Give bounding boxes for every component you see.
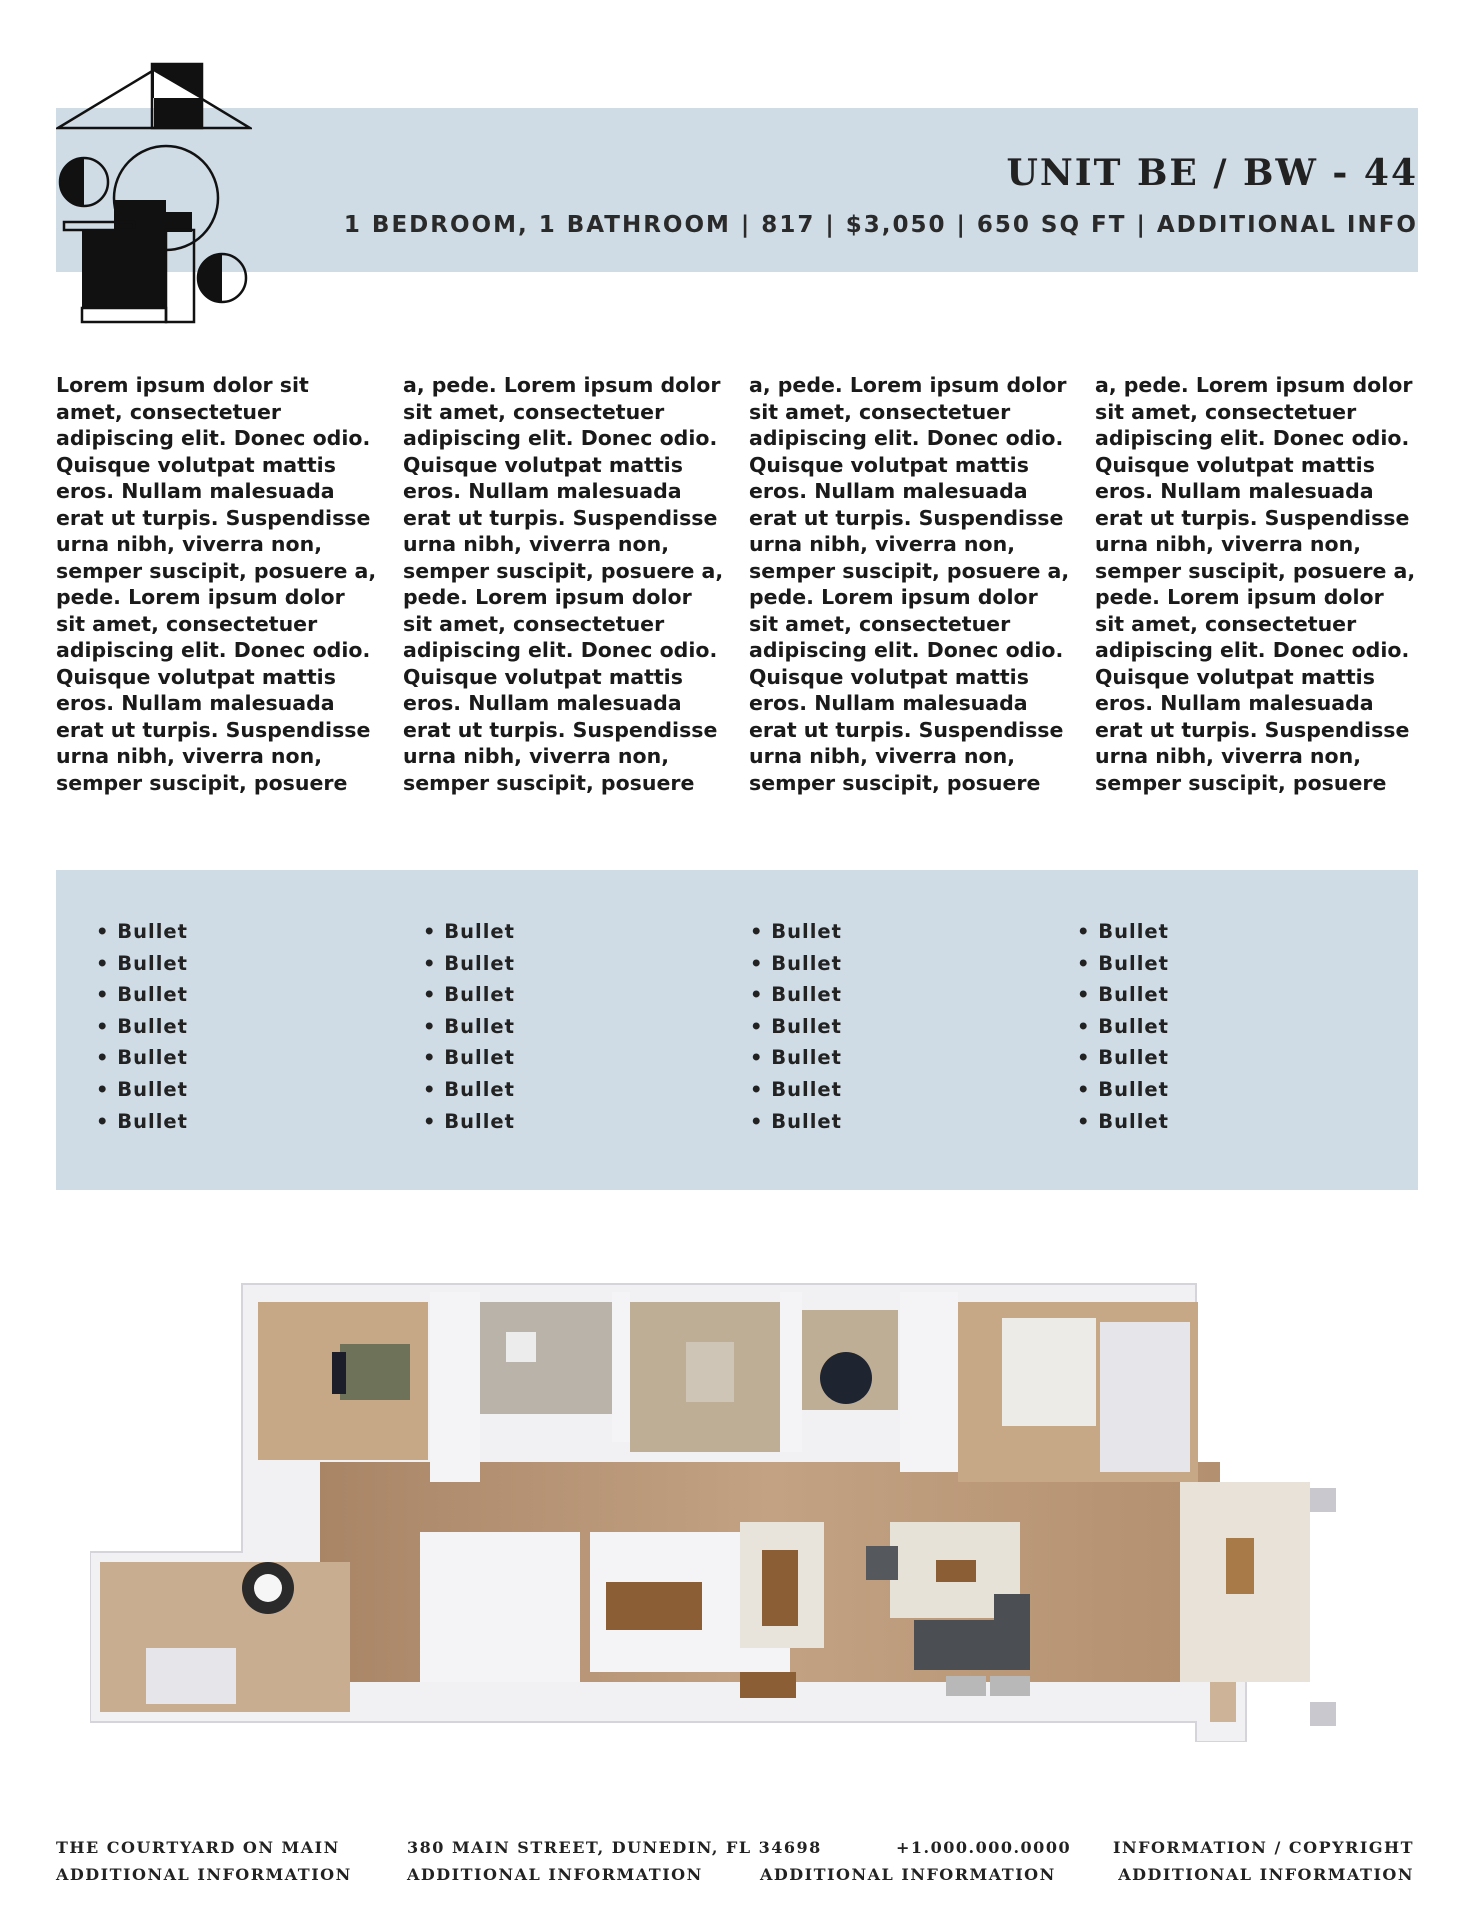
list-item: • Bullet (423, 1106, 515, 1138)
list-item: • Bullet (1077, 1106, 1169, 1138)
list-item: • Bullet (423, 948, 515, 980)
footer-property-name: THE COURTYARD ON MAIN (56, 1838, 340, 1857)
list-item: • Bullet (96, 1011, 188, 1043)
list-item: • Bullet (423, 1074, 515, 1106)
list-item: • Bullet (423, 1011, 515, 1043)
list-item: • Bullet (96, 1074, 188, 1106)
list-item: • Bullet (96, 916, 188, 948)
list-item: • Bullet (423, 916, 515, 948)
list-item: • Bullet (96, 948, 188, 980)
footer-additional-info: ADDITIONAL INFORMATION (407, 1865, 703, 1884)
bullet-list-1 (96, 916, 188, 1137)
body-column-3: a, pede. Lorem ipsum dolor sit amet, consectetuer adipiscing elit. Donec odio. Quisque volutpat mattis eros. Nullam malesuada erat ut turpis. Suspendisse urna nibh, viverra non, semper suscipit, posuere a, pede. Lorem ipsum dolor sit amet, consectetuer adipiscing elit. Donec odio. Quisque volutpat mattis eros. Nullam malesuada erat ut turpis. Suspendisse urna nibh, viverra non, semper suscipit, posuere (749, 373, 1070, 795)
unit-summary: 1 BEDROOM, 1 BATHROOM | 817 | $3,050 | 650 SQ FT | ADDITIONAL INFO (343, 212, 1418, 238)
list-item: • Bullet (1077, 1074, 1169, 1106)
list-item: • Bullet (96, 979, 188, 1011)
bullet-list-2 (423, 916, 515, 1137)
footer-copyright: INFORMATION / COPYRIGHT (1113, 1838, 1414, 1857)
list-item: • Bullet (1077, 1011, 1169, 1043)
list-item: • Bullet (750, 1011, 842, 1043)
body-column-2: a, pede. Lorem ipsum dolor sit amet, consectetuer adipiscing elit. Donec odio. Quisque volutpat mattis eros. Nullam malesuada erat ut turpis. Suspendisse urna nibh, viverra non, semper suscipit, posuere a, pede. Lorem ipsum dolor sit amet, consectetuer adipiscing elit. Donec odio. Quisque volutpat mattis eros. Nullam malesuada erat ut turpis. Suspendisse urna nibh, viverra non, semper suscipit, posuere (403, 373, 724, 795)
footer-additional-info: ADDITIONAL INFORMATION (56, 1865, 352, 1884)
floorplan-render (90, 1282, 1350, 1742)
list-item: • Bullet (1077, 1042, 1169, 1074)
list-item: • Bullet (750, 916, 842, 948)
body-column-1: Lorem ipsum dolor sit amet, consectetuer adipiscing elit. Donec odio. Quisque volutpat mattis eros. Nullam malesuada erat ut turpis. Suspendisse urna nibh, viverra non, semper suscipit, posuere a, pede. Lorem ipsum dolor sit amet, consectetuer adipiscing elit. Donec odio. Quisque volutpat mattis eros. Nullam malesuada erat ut turpis. Suspendisse urna nibh, viverra non, semper suscipit, posuere (56, 373, 377, 795)
footer-phone: +1.000.000.0000 (896, 1838, 1072, 1857)
bullet-list-4 (1077, 916, 1169, 1137)
list-item: • Bullet (750, 1042, 842, 1074)
footer-additional-info: ADDITIONAL INFORMATION (760, 1865, 1056, 1884)
list-item: • Bullet (750, 948, 842, 980)
geometric-logo-icon (56, 62, 252, 324)
list-item: • Bullet (423, 1042, 515, 1074)
list-item: • Bullet (96, 1106, 188, 1138)
list-item: • Bullet (750, 1106, 842, 1138)
bullet-list-3 (750, 916, 842, 1137)
list-item: • Bullet (96, 1042, 188, 1074)
list-item: • Bullet (1077, 916, 1169, 948)
list-item: • Bullet (750, 1074, 842, 1106)
features-band (56, 870, 1418, 1190)
list-item: • Bullet (423, 979, 515, 1011)
list-item: • Bullet (1077, 979, 1169, 1011)
list-item: • Bullet (750, 979, 842, 1011)
list-item: • Bullet (1077, 948, 1169, 980)
footer-address: 380 MAIN STREET, DUNEDIN, FL 34698 (407, 1838, 822, 1857)
footer-additional-info: ADDITIONAL INFORMATION (1118, 1865, 1414, 1884)
body-column-4: a, pede. Lorem ipsum dolor sit amet, consectetuer adipiscing elit. Donec odio. Quisque volutpat mattis eros. Nullam malesuada erat ut turpis. Suspendisse urna nibh, viverra non, semper suscipit, posuere a, pede. Lorem ipsum dolor sit amet, consectetuer adipiscing elit. Donec odio. Quisque volutpat mattis eros. Nullam malesuada erat ut turpis. Suspendisse urna nibh, viverra non, semper suscipit, posuere (1095, 373, 1416, 795)
page-title: UNIT BE / BW - 44 (1006, 152, 1418, 194)
